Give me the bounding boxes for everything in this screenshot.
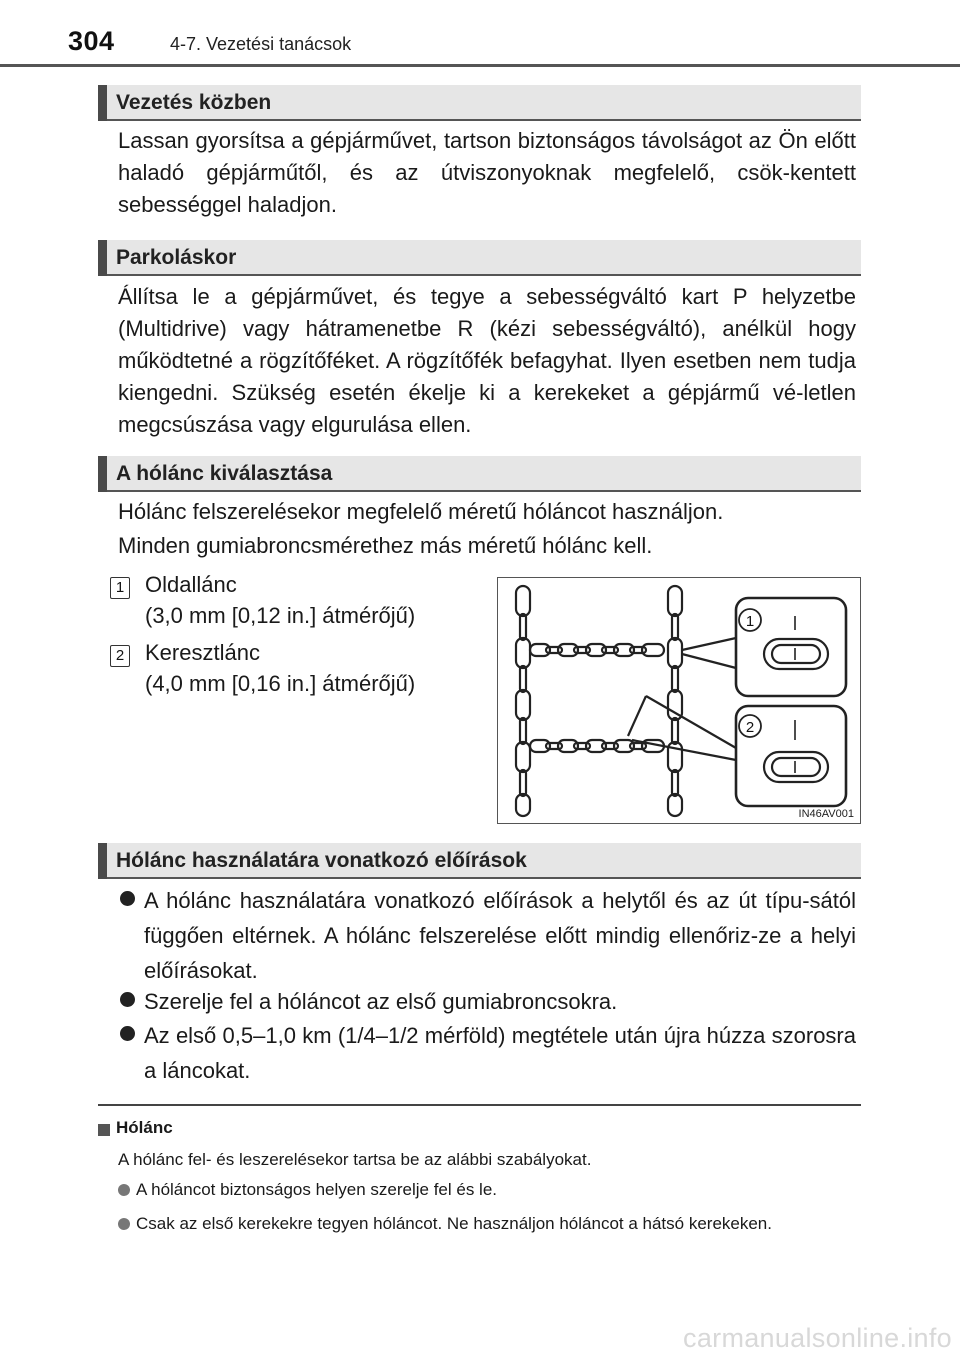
- regulation-bullet-2: [118, 984, 856, 1019]
- side-chain-icon: [516, 586, 682, 816]
- section-title: Parkoláskor: [116, 246, 237, 269]
- chapter-title: 4-7. Vezetési tanácsok: [170, 34, 352, 54]
- driving-paragraph: Lassan gyorsítsa a gépjárművet, tartson biztonságos távolságot az Ön előtt haladó gépjárműtől, és az útviszonyoknak megfelelő, csök-kentett sebességgel haladjon.: [118, 128, 856, 217]
- note-title: Hólánc: [116, 1118, 173, 1137]
- note-item-1: [118, 1178, 858, 1201]
- figure-code: IN46AV001: [798, 808, 854, 820]
- section-title: Hólánc használatára vonatkozó előírások: [116, 849, 527, 872]
- bullet-text: Szerelje fel a hóláncot az első gumiabroncsokra.: [144, 989, 618, 1014]
- callout-detail-1: [682, 598, 846, 696]
- note-item-text: Csak az első kerekekre tegyen hóláncot. Ne használjon hóláncot a hátsó kerekeken.: [136, 1214, 772, 1233]
- callout-number-2: 2: [745, 719, 755, 736]
- chain-selection-line-1: Hólánc felszerelésekor megfelelő méretű hóláncot használjon.: [118, 499, 724, 524]
- bullet-text: Az első 0,5–1,0 km (1/4–1/2 mérföld) megtétele után újra húzza szorosra a láncokat.: [144, 1023, 856, 1083]
- section-header-chain-selection: [98, 456, 861, 492]
- watermark: carmanualsonline.info: [683, 1323, 952, 1353]
- note-square-icon: [98, 1124, 110, 1136]
- snow-chain-figure: [497, 577, 861, 824]
- legend-detail-1: (3,0 mm [0,12 in.] átmérőjű): [145, 603, 416, 628]
- legend-detail-2: (4,0 mm [0,16 in.] átmérőjű): [145, 671, 416, 696]
- chain-selection-line-2: Minden gumiabroncsmérethez más méretű hólánc kell.: [118, 533, 653, 558]
- parking-paragraph: Állítsa le a gépjárművet, és tegye a sebességváltó kart P helyzetbe (Multidrive) vagy hátramenetbe R (kézi sebességváltó), anélkül hogy működtetné a rögzítőféket. A rögzítőfék befagyhat. Ilyen esetben nem tudja kiengedni. Szükség esetén ékelje ki a kerekeket a gépjármű vé-letlen megcsúszása vagy elgurulása ellen.: [118, 284, 856, 437]
- callout-number-1: 1: [745, 613, 755, 630]
- bullet-text: A hólánc használatára vonatkozó előírások a helytől és az út típu-sától függően eltérnek. A hólánc felszerelése előtt mindig ellenőriz-ze a helyi előírásokat.: [144, 888, 856, 983]
- note-item-2: [118, 1212, 858, 1235]
- legend-number-2: 2: [110, 645, 130, 667]
- regulation-bullet-1: [118, 883, 856, 988]
- regulation-bullet-3: [118, 1018, 856, 1088]
- legend-name-1: Oldallánc: [145, 572, 237, 597]
- page-number: 304: [68, 26, 115, 56]
- note-text: A hólánc fel- és leszerelésekor tartsa be az alábbi szabályokat.: [118, 1150, 592, 1169]
- section-title: A hólánc kiválasztása: [116, 462, 333, 485]
- section-header-driving: [98, 85, 861, 121]
- page-header: [0, 0, 960, 66]
- bullet-icon: [120, 992, 135, 1007]
- section-header-regulations: [98, 843, 861, 879]
- note-bullet-icon: [118, 1184, 130, 1196]
- bullet-icon: [120, 891, 135, 906]
- header-divider: [0, 64, 960, 67]
- section-title: Vezetés közben: [116, 91, 272, 114]
- section-header-parking: [98, 240, 861, 276]
- legend-number-1: 1: [110, 577, 130, 599]
- note-item-text: A hóláncot biztonságos helyen szerelje fel és le.: [136, 1180, 498, 1199]
- note-divider: [98, 1104, 861, 1106]
- bullet-icon: [120, 1026, 135, 1041]
- snow-chain-illustration: [498, 578, 860, 823]
- note-bullet-icon: [118, 1218, 130, 1230]
- legend-name-2: Keresztlánc: [145, 640, 260, 665]
